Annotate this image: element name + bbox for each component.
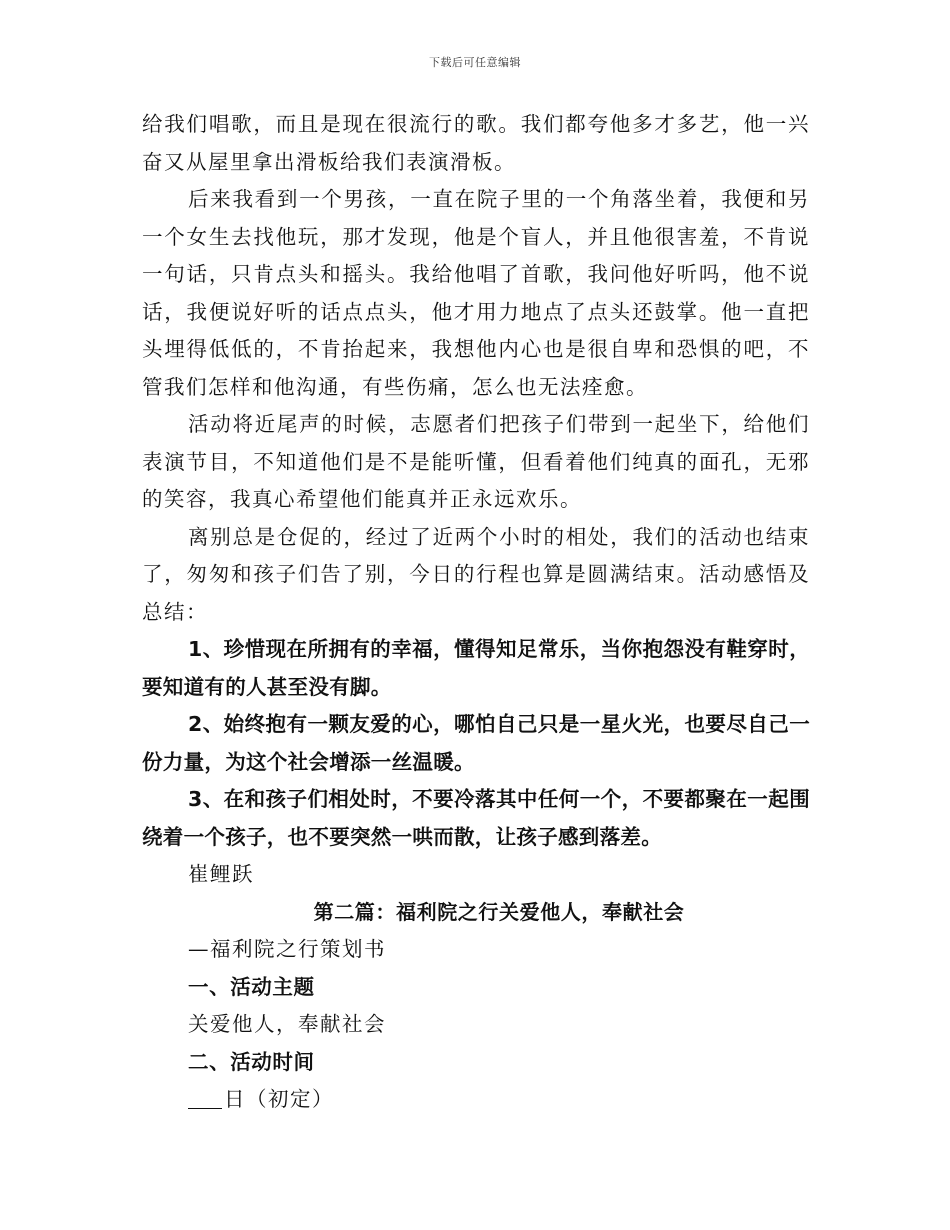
document-body [142,106,810,1119]
paragraph-3: 活动将近尾声的时候，志愿者们把孩子们带到一起坐下，给他们表演节目，不知道他们是不是能听懂，但看着他们纯真的面孔，无邪的笑容，我真心希望他们能真并正永远欢乐。 [142,412,810,511]
heading-activity-theme: 一、活动主题 [188,974,315,999]
section-title: 第二篇：福利院之行关爱他人，奉献社会 [313,899,685,924]
author-signature: 崔鲤跃 [188,862,254,886]
insight-3: 3、在和孩子们相处时，不要冷落其中任何一个，不要都聚在一起围绕着一个孩子，也不要突然一哄而散，让孩子感到落差。 [142,787,810,849]
activity-time-text: 日（初定） [224,1087,334,1111]
paragraph-4: 离别总是仓促的，经过了近两个小时的相处，我们的活动也结束了，匆匆和孩子们告了别，今日的行程也算是圆满结束。活动感悟及总结： [142,524,810,624]
paragraph-1: 给我们唱歌，而且是现在很流行的歌。我们都夸他多才多艺，他一兴奋又从屋里拿出滑板给我们表演滑板。 [142,112,810,174]
activity-theme-text: 关爱他人，奉献社会 [188,1012,386,1036]
insight-1: 1、珍惜现在所拥有的幸福，懂得知足常乐，当你抱怨没有鞋穿时，要知道有的人甚至没有脚。 [142,637,810,699]
section-subtitle: —福利院之行策划书 [188,937,386,961]
blank-underline [188,1084,222,1109]
activity-time-line [142,1081,810,1119]
page-header: 下载后可任意编辑 [429,56,521,69]
heading-activity-time: 二、活动时间 [188,1049,315,1074]
insight-2: 2、始终抱有一颗友爱的心，哪怕自己只是一星火光，也要尽自己一份力量，为这个社会增添一丝温暖。 [142,712,810,774]
paragraph-2: 后来我看到一个男孩，一直在院子里的一个角落坐着，我便和另一个女生去找他玩，那才发现，他是个盲人，并且他很害羞，不肯说一句话，只肯点头和摇头。我给他唱了首歌，我问他好听吗，他不说话，我便说好听的话点点头，他才用力地点了点头还鼓掌。他一直把头埋得低低的，不肯抬起来，我想他内心也是很自卑和恐惧的吧，不管我们怎样和他沟通，有些伤痛，怎么也无法痊愈。 [142,187,810,399]
